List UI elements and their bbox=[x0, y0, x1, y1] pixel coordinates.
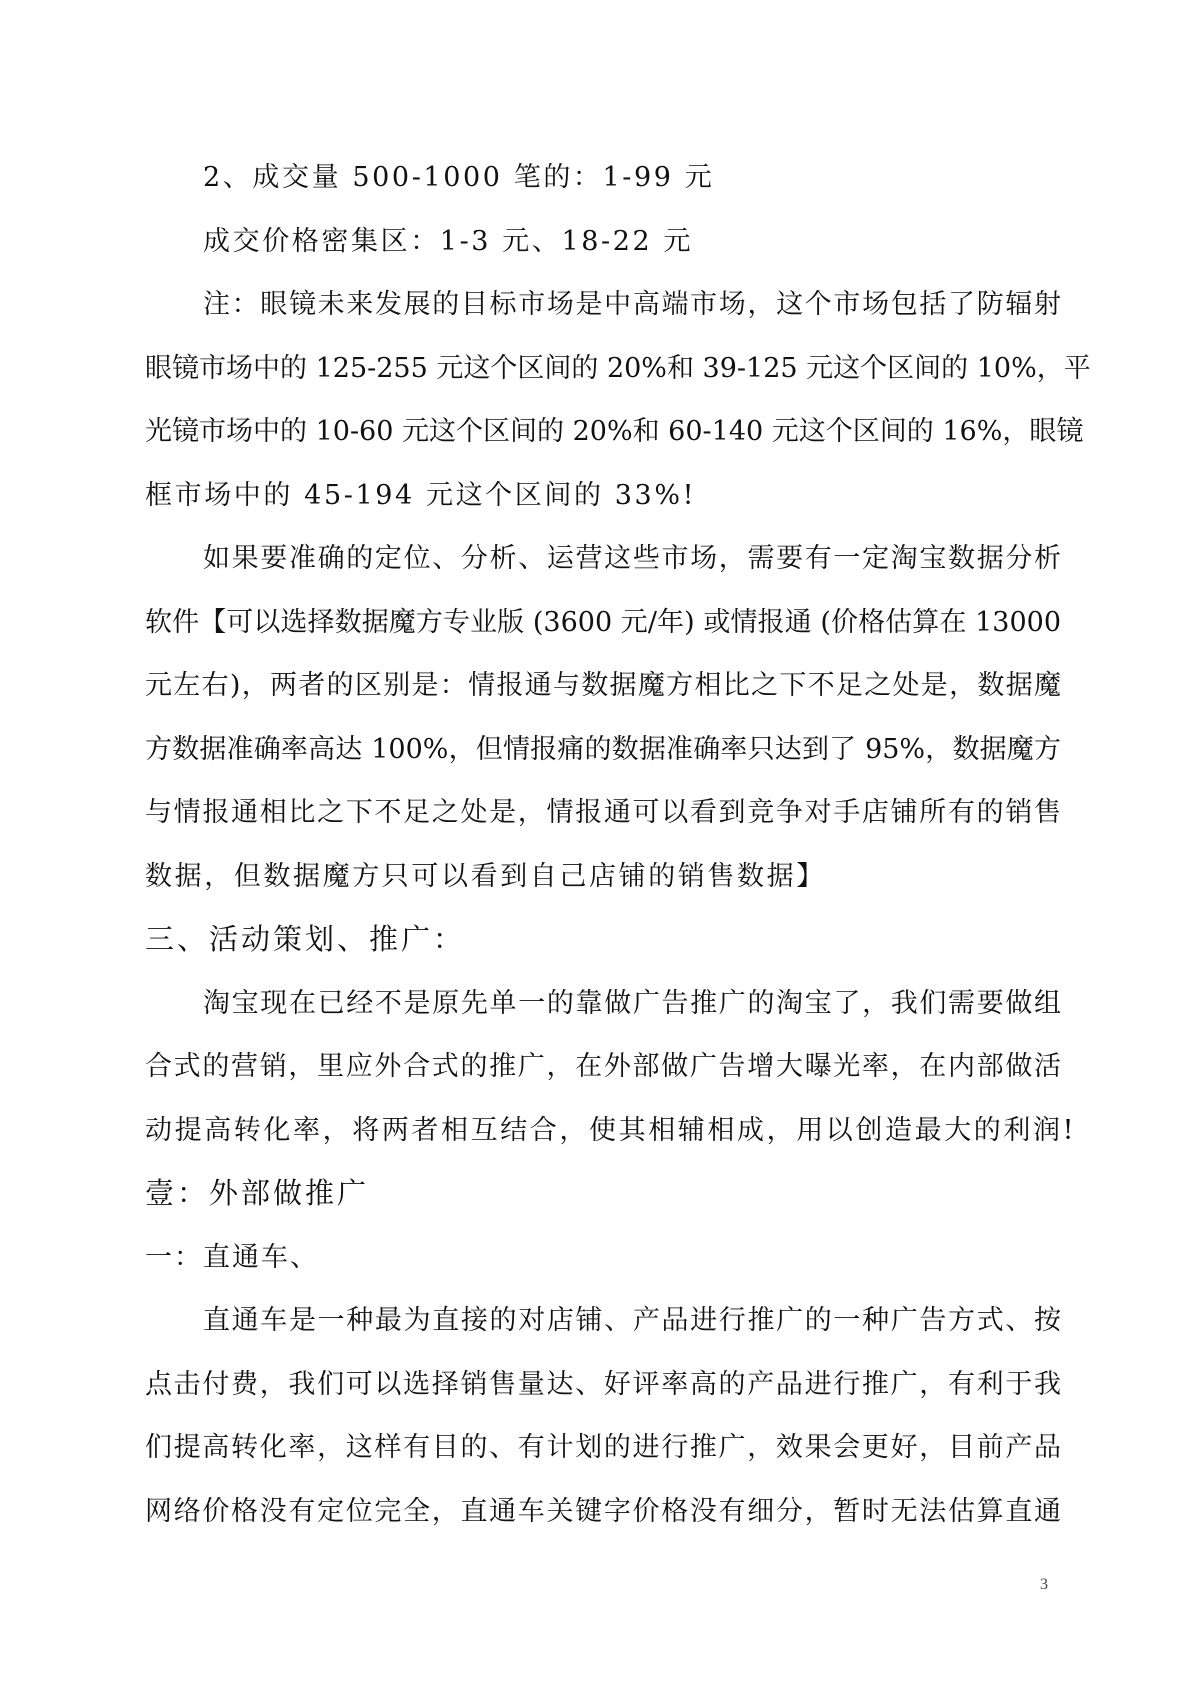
paragraph-through-train-line: 直通车是一种最为直接的对店铺、产品进行推广的一种广告方式、按 bbox=[203, 1305, 1061, 1336]
list-item-deal-volume: 2、成交量 500-1000 笔的：1-99 元 bbox=[203, 162, 715, 193]
paragraph-note-line: 眼镜市场中的 125-255 元这个区间的 20%和 39-125 元这个区间的 10%，平 bbox=[145, 352, 1091, 384]
paragraph-software-line: 如果要准确的定位、分析、运营这些市场，需要有一定淘宝数据分析 bbox=[203, 543, 1061, 574]
paragraph-through-train-line: 网络价格没有定位完全，直通车关键字价格没有细分，暂时无法估算直通 bbox=[145, 1495, 1061, 1527]
paragraph-software-line: 与情报通相比之下不足之处是，情报通可以看到竞争对手店铺所有的销售 bbox=[145, 797, 1061, 828]
paragraph-software-line: 数据，但数据魔方只可以看到自己店铺的销售数据】 bbox=[145, 860, 826, 892]
paragraph-software-line: 方数据准确率高达 100%，但情报痛的数据准确率只达到了 95%，数据魔方 bbox=[145, 733, 1061, 765]
paragraph-note-line: 光镜市场中的 10-60 元这个区间的 20%和 60-140 元这个区间的 16%，眼镜 bbox=[145, 416, 1084, 447]
paragraph-software-line: 软件【可以选择数据魔方专业版 (3600 元/年) 或情报通 (价格估算在 13000 bbox=[145, 606, 1061, 638]
section-heading: 三、活动策划、推广： bbox=[145, 922, 466, 956]
paragraph-note-line: 框市场中的 45-194 元这个区间的 33%! bbox=[145, 479, 697, 511]
page-number: 3 bbox=[1040, 1576, 1048, 1593]
item-heading: 一：直通车、 bbox=[145, 1241, 319, 1273]
subsection-heading: 壹：外部做推广 bbox=[145, 1176, 370, 1210]
paragraph-through-train-line: 点击付费，我们可以选择销售量达、好评率高的产品进行推广，有利于我 bbox=[145, 1368, 1061, 1400]
paragraph-through-train-line: 们提高转化率，这样有目的、有计划的进行推广，效果会更好，目前产品 bbox=[145, 1432, 1061, 1463]
paragraph-software-line: 元左右)，两者的区别是：情报通与数据魔方相比之下不足之处是，数据魔 bbox=[145, 670, 1061, 701]
body-text bbox=[145, 146, 1091, 1543]
paragraph-marketing-line: 合式的营销，里应外合式的推广，在外部做广告增大曝光率，在内部做活 bbox=[145, 1051, 1061, 1082]
paragraph-marketing-line: 动提高转化率，将两者相互结合，使其相辅相成，用以创造最大的利润! bbox=[145, 1114, 1077, 1146]
price-cluster-text: 成交价格密集区：1-3 元、18-22 元 bbox=[203, 225, 694, 257]
paragraph-marketing-line: 淘宝现在已经不是原先单一的靠做广告推广的淘宝了，我们需要做组 bbox=[203, 987, 1061, 1019]
paragraph-note-line: 注：眼镜未来发展的目标市场是中高端市场，这个市场包括了防辐射 bbox=[203, 289, 1061, 320]
